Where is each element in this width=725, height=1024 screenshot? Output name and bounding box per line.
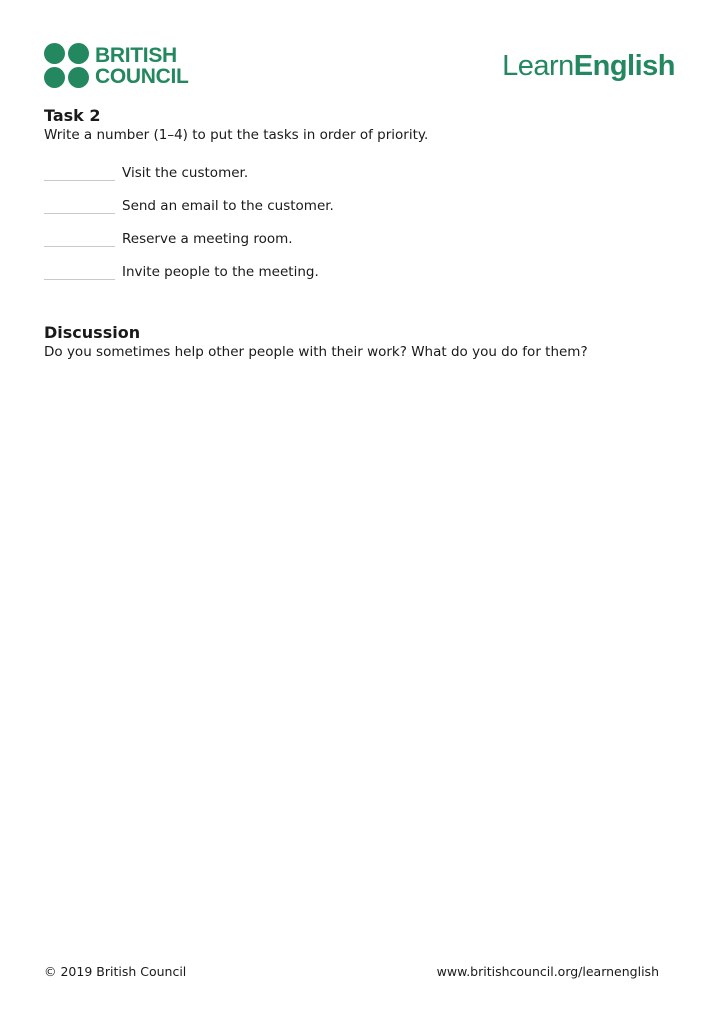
logo-line-2: COUNCIL — [95, 64, 189, 88]
task2-instruction: Write a number (1–4) to put the tasks in order of priority. — [44, 127, 429, 143]
british-council-logo — [44, 43, 189, 88]
logo-dot — [44, 43, 65, 64]
answer-blank[interactable] — [44, 166, 115, 181]
answer-blank[interactable] — [44, 199, 115, 214]
logo-dots-icon — [44, 43, 89, 88]
answer-blank[interactable] — [44, 265, 115, 280]
logo-dot — [68, 67, 89, 88]
logo-dot — [68, 43, 89, 64]
task-item — [44, 165, 248, 181]
logo-wordmark — [95, 45, 189, 87]
discussion-heading: Discussion — [44, 323, 141, 342]
task-item-text: Reserve a meeting room. — [122, 231, 293, 247]
footer-copyright: © 2019 British Council — [44, 964, 187, 979]
task-item-text: Send an email to the customer. — [122, 198, 334, 214]
learnenglish-brand — [502, 50, 675, 83]
logo-dot — [44, 67, 65, 88]
discussion-question: Do you sometimes help other people with their work? What do you do for them? — [44, 344, 588, 360]
brand-english: English — [573, 50, 675, 82]
task-item-text: Invite people to the meeting. — [122, 264, 319, 280]
task-item — [44, 198, 334, 214]
footer-url[interactable]: www.britishcouncil.org/learnenglish — [436, 964, 659, 979]
brand-learn: Learn — [502, 50, 574, 82]
task2-heading: Task 2 — [44, 106, 101, 125]
task-item-text: Visit the customer. — [122, 165, 249, 181]
logo-line-1: BRITISH — [95, 43, 177, 67]
answer-blank[interactable] — [44, 232, 115, 247]
task-item — [44, 264, 319, 280]
task-item — [44, 231, 293, 247]
